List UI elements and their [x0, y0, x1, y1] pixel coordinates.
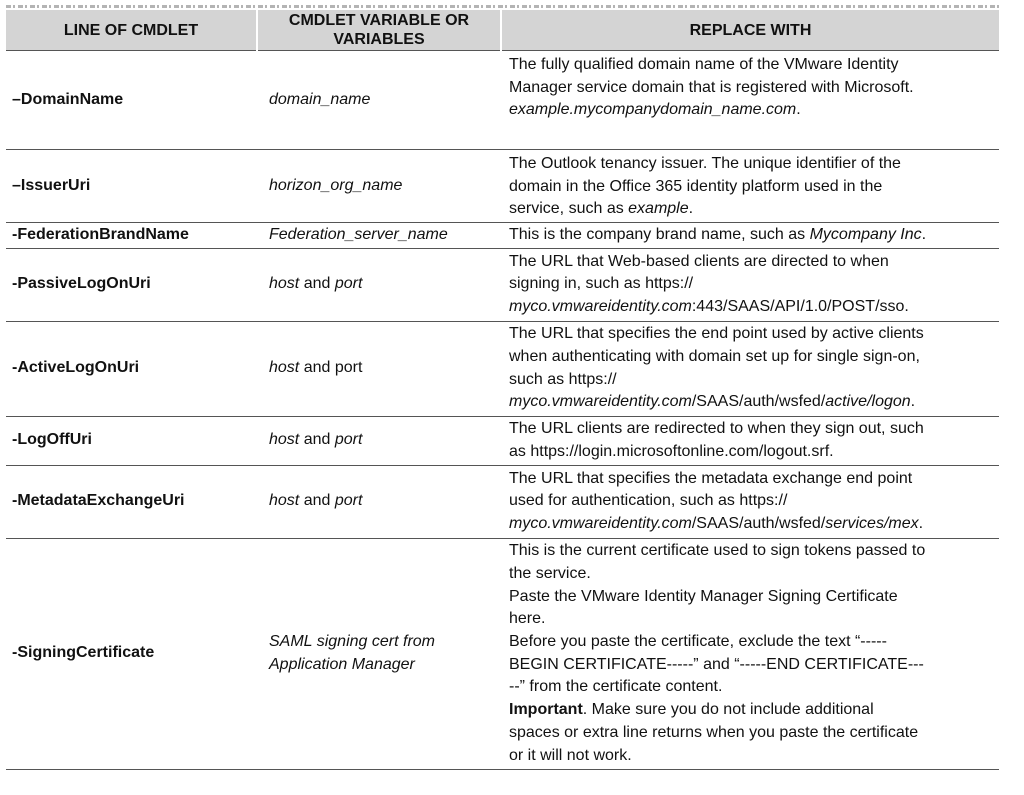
desc-line: signing in, such as https:// — [509, 275, 694, 293]
param-cell: –IssuerUri — [6, 150, 257, 223]
table-row — [6, 321, 999, 416]
variable-text: and — [299, 275, 335, 293]
cmdlet-parameter-table — [6, 10, 999, 770]
variable-text: Federation_server_name — [269, 226, 448, 243]
desc-line: here. — [509, 610, 546, 628]
desc-text: . — [688, 200, 694, 218]
header-replace-with: REPLACE WITH — [501, 10, 999, 51]
table-row — [6, 416, 999, 465]
description-cell — [501, 321, 999, 416]
header-cmdlet-variable-line2: VARIABLES — [333, 31, 425, 48]
document-page — [6, 0, 999, 770]
desc-line — [509, 699, 995, 722]
desc-text: /SAAS/auth/wsfed/ — [691, 393, 826, 411]
description-cell — [501, 248, 999, 321]
variable-text: port — [334, 275, 363, 293]
desc-text: This is the company brand name, such as — [509, 226, 810, 243]
desc-line — [509, 513, 995, 536]
table-row — [6, 150, 999, 223]
desc-line: --” from the certificate content. — [509, 678, 723, 696]
desc-text: . — [910, 393, 916, 411]
desc-italic: myco.vmwareidentity.com — [509, 393, 692, 411]
header-cmdlet-variable-line1: CMDLET VARIABLE OR — [288, 12, 470, 29]
desc-italic: example — [628, 200, 689, 218]
desc-line: The URL that specifies the metadata exchange end point — [509, 469, 913, 487]
desc-line — [509, 296, 995, 319]
desc-line: The URL clients are redirected to when they sign out, such — [509, 420, 924, 437]
variable-text: host — [269, 359, 300, 377]
param-cell: -PassiveLogOnUri — [6, 248, 257, 321]
desc-line: such as https:// — [509, 370, 617, 388]
desc-line — [509, 391, 995, 414]
desc-text: . — [921, 226, 927, 243]
variable-text: host — [269, 492, 300, 510]
table-row — [6, 538, 999, 769]
desc-text: . — [796, 101, 801, 119]
desc-line: The fully qualified domain name of the VMware Identity — [509, 56, 899, 73]
desc-line: domain in the Office 365 identity platform used in the — [509, 177, 883, 195]
desc-text: service, such as — [509, 200, 629, 218]
desc-line: The URL that specifies the end point used by active clients — [509, 325, 924, 343]
desc-line: Manager service domain that is registered with Microsoft. — [509, 78, 914, 96]
desc-line: as https://login.microsoftonline.com/logout.srf. — [509, 442, 834, 460]
desc-line — [509, 224, 995, 247]
desc-italic: example.mycompanydomain_name.com — [509, 101, 797, 119]
desc-line — [509, 198, 995, 221]
desc-line — [509, 99, 995, 122]
variable-text: port — [334, 431, 363, 449]
param-cell: -MetadataExchangeUri — [6, 465, 257, 538]
description-cell — [501, 465, 999, 538]
important-label: Important — [509, 701, 583, 719]
desc-line: Before you paste the certificate, exclude the text “----- — [509, 633, 887, 650]
description-cell — [501, 223, 999, 249]
desc-italic: myco.vmwareidentity.com — [509, 298, 692, 316]
desc-text: /SAAS/auth/wsfed/ — [691, 515, 826, 533]
param-cell: -FederationBrandName — [6, 223, 257, 249]
cropped-text-line — [6, 0, 999, 10]
desc-italic: services/mex — [825, 515, 919, 533]
desc-line: The Outlook tenancy issuer. The unique identifier of the — [509, 154, 901, 172]
variable-text: host — [269, 275, 300, 293]
variable-cell — [257, 416, 501, 465]
variable-text: domain_name — [269, 90, 371, 108]
desc-line: BEGIN CERTIFICATE-----” and “-----END CERTIFICATE--- — [509, 655, 924, 673]
variable-text: port — [334, 492, 363, 510]
variable-text: Application Manager — [269, 655, 415, 673]
desc-line: or it will not work. — [509, 746, 632, 764]
variable-text: and port — [299, 359, 363, 377]
variable-text: horizon_org_name — [269, 176, 403, 194]
variable-cell — [257, 223, 501, 249]
desc-line: used for authentication, such as https:// — [509, 492, 788, 510]
desc-line: Paste the VMware Identity Manager Signing Certificate — [509, 587, 898, 605]
variable-cell — [257, 465, 501, 538]
variable-text: host — [269, 431, 300, 449]
description-cell — [501, 416, 999, 465]
variable-text: and — [299, 492, 335, 510]
table-header-row — [6, 10, 999, 51]
description-cell — [501, 538, 999, 769]
param-cell: -LogOffUri — [6, 416, 257, 465]
description-cell — [501, 150, 999, 223]
table-row — [6, 223, 999, 249]
param-cell: –DomainName — [6, 51, 257, 150]
header-cmdlet-variable — [257, 10, 501, 51]
desc-line: when authenticating with domain set up for single sign-on, — [509, 348, 920, 365]
desc-italic: Mycompany Inc — [809, 226, 922, 243]
param-cell: -ActiveLogOnUri — [6, 321, 257, 416]
variable-cell — [257, 248, 501, 321]
desc-text: . Make sure you do not include additional — [582, 701, 874, 719]
desc-text: :443/SAAS/API/1.0/POST/sso. — [691, 298, 909, 316]
param-cell: -SigningCertificate — [6, 538, 257, 769]
desc-line: spaces or extra line returns when you paste the certificate — [509, 723, 919, 741]
desc-line: This is the current certificate used to sign tokens passed to — [509, 542, 926, 560]
variable-cell — [257, 538, 501, 769]
variable-cell — [257, 150, 501, 223]
desc-italic: myco.vmwareidentity.com — [509, 515, 692, 533]
variable-cell — [257, 321, 501, 416]
desc-line: the service. — [509, 564, 591, 582]
header-line-of-cmdlet: LINE OF CMDLET — [6, 10, 257, 51]
table-row — [6, 51, 999, 150]
variable-text: SAML signing cert from — [269, 633, 435, 650]
table-row — [6, 248, 999, 321]
description-cell — [501, 51, 999, 150]
variable-cell — [257, 51, 501, 150]
desc-text: . — [918, 515, 924, 533]
table-row — [6, 465, 999, 538]
variable-text: and — [299, 431, 335, 449]
desc-italic: active/logon — [825, 393, 911, 411]
desc-line: The URL that Web-based clients are directed to when — [509, 252, 889, 270]
